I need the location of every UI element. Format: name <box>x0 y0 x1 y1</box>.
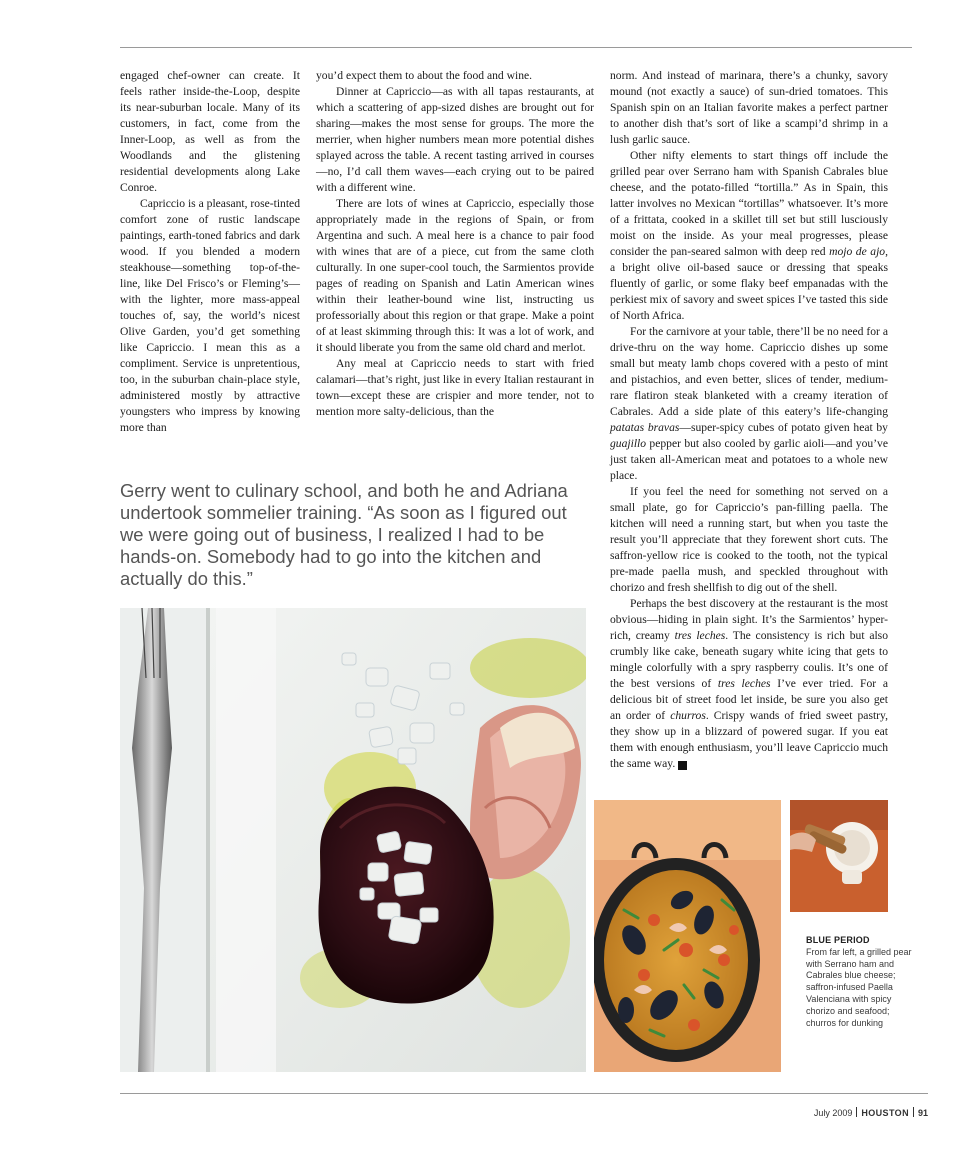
pull-quote: Gerry went to culinary school, and both he and Adriana undertook sommelier training. “As soon as I figured out we were going out of business, I realized I had to be hands-on. Somebody had to go into the kitchen and actually do this.” <box>120 480 568 589</box>
issue-date: July 2009 <box>813 1108 853 1118</box>
divider <box>913 1107 914 1117</box>
paragraph: engaged chef-owner can create. It feels rather inside-the-Loop, despite its near-suburban locale. Many of its customers, in fact, come from the Inner-Loop, as well as from the Woodlands and the glistening residential developments along Lake Conroe. <box>120 69 300 194</box>
paragraph: For the carnivore at your table, there’ll be no need for a drive-thru on the way home. Capriccio dishes up some small but meaty lamb chops covered with a pesto of mint and pistachios, and even better, slices of tender, medium-rare flatiron steak blanketed with a creamy iteration of Cabrales. Add a side plate of this eatery’s life-changing patatas bravas—super-spicy cubes of potato given heat by guajillo pepper but also cooled by garlic aioli—and you’ve just taken all-American meat and potatoes to a whole new place. <box>610 325 888 482</box>
pear-dish-illustration <box>120 608 586 1072</box>
top-rule <box>120 47 912 48</box>
pear-dish-photo <box>120 608 586 1072</box>
end-mark-icon: H <box>678 761 687 770</box>
divider <box>856 1107 857 1117</box>
article-column-1 <box>120 68 300 436</box>
magazine-name: HOUSTON <box>861 1108 909 1118</box>
paragraph: norm. And instead of marinara, there’s a chunky, savory mound (not exactly a sauce) of sun-dried tomatoes. This Spanish spin on an Italian favorite makes a perfect partner to another dish that’s sort of like a scampi’d shrimp in a lush garlic sauce. <box>610 69 888 146</box>
article-column-3 <box>610 68 888 772</box>
bottom-rule <box>120 1093 928 1094</box>
churros-photo <box>790 800 888 912</box>
paragraph: Other nifty elements to start things off include the grilled pear over Serrano ham with Spanish Cabrales blue cheese, and the potato-filled “tortilla.” As in Spain, this latter involves no Mexican “tortillas” whatsoever. It’s more of a frittata, cooked in a skillet till set but still lusciously moist on the inside. As your meal progresses, please consider the pan-seared salmon with deep red mojo de ajo, a bright olive oil-based sauce or dressing that speaks fluently of garlic, or some flaky beef empanadas with the perkiest mix of savory and sweet spices I’ve tasted this side of North Africa. <box>610 149 888 322</box>
caption-text: From far left, a grilled pear with Serrano ham and Cabrales blue cheese; saffron-infused Paella Valenciana with spicy chorizo and seafood; churros for dunking <box>806 946 912 1028</box>
page-number: 91 <box>917 1108 928 1118</box>
article-column-2 <box>316 68 594 420</box>
paragraph: Any meal at Capriccio needs to start with fried calamari—that’s right, just like in every Italian restaurant in town—except these are crispier and more tender, not to mention more salty-delicious, than the <box>316 357 594 418</box>
folio <box>814 1107 928 1118</box>
paragraph: Perhaps the best discovery at the restaurant is the most obvious—hiding in plain sight. It’s the Sarmientos’ hyper-rich, creamy tres leches. The consistency is rich but also crumbly like cake, beneath sugary white icing that gets to mingle colorfully with a spry raspberry coulis. It’s one of the best versions of tres leches I’ve ever tried. For a delicious bit of street food let inside, be sure you also get an order of churros. Crispy wands of fried sweet pastry, they show up in a blizzard of powered sugar. If you eat them with enough enthusiasm, you’ll leave Capriccio much the same way. H <box>610 597 888 770</box>
paragraph: There are lots of wines at Capriccio, especially those appropriately made in the regions of Spain, or from Argentina and such. A meal here is a chance to pair food with wines that are of a piece, cut from the same cloth culturally. In one super-cool touch, the Sarmientos provide pages of reading on Spanish and Latin American wines within their leather-bound wine list, instructing us professorially about this region or that grape. Make a point of at least skimming through this: It was a lot of work, and it should liberate you from the same old chard and merlot. <box>316 197 594 354</box>
paella-photo <box>594 800 781 1072</box>
caption-heading: BLUE PERIOD <box>806 935 870 945</box>
churros-illustration <box>790 800 888 912</box>
paragraph: you’d expect them to about the food and wine. <box>316 69 533 82</box>
paragraph: Capriccio is a pleasant, rose-tinted comfort zone of rustic landscape paintings, earth-toned fabrics and dark wood. If you blended a modern steakhouse—something top-of-the-line, like Del Frisco’s or Fleming’s—with the lighter, more mass-appeal touches of, say, the world’s nicest Olive Garden, you’d get something like Capriccio. I mean this as a compliment. Service is unpretentious, too, in the suburban chain-place style, administered mostly by attractive youngsters who impress by knowing more than <box>120 197 301 434</box>
paragraph: If you feel the need for something not served on a small plate, go for Capriccio’s pan-filling paella. The kitchen will need a running start, but when you taste the result you’ll appreciate that they forewent short cuts. The saffron-yellow rice is cooked to the tooth, not the typical pre-made paella mush, and speckled throughout with chorizo and fresh shellfish to dig out of the shell. <box>610 485 888 594</box>
paella-illustration <box>594 800 781 1072</box>
photo-caption <box>806 935 916 1029</box>
paragraph: Dinner at Capriccio—as with all tapas restaurants, at which a scattering of app-sized dishes are brought out for sharing—makes the most sense for groups. The more the merrier, when higher numbers mean more potential dishes splayed across the table. A recent tasting arrived in courses—no, I’d call them waves—each crying out to be paired with a different wine. <box>316 85 594 194</box>
